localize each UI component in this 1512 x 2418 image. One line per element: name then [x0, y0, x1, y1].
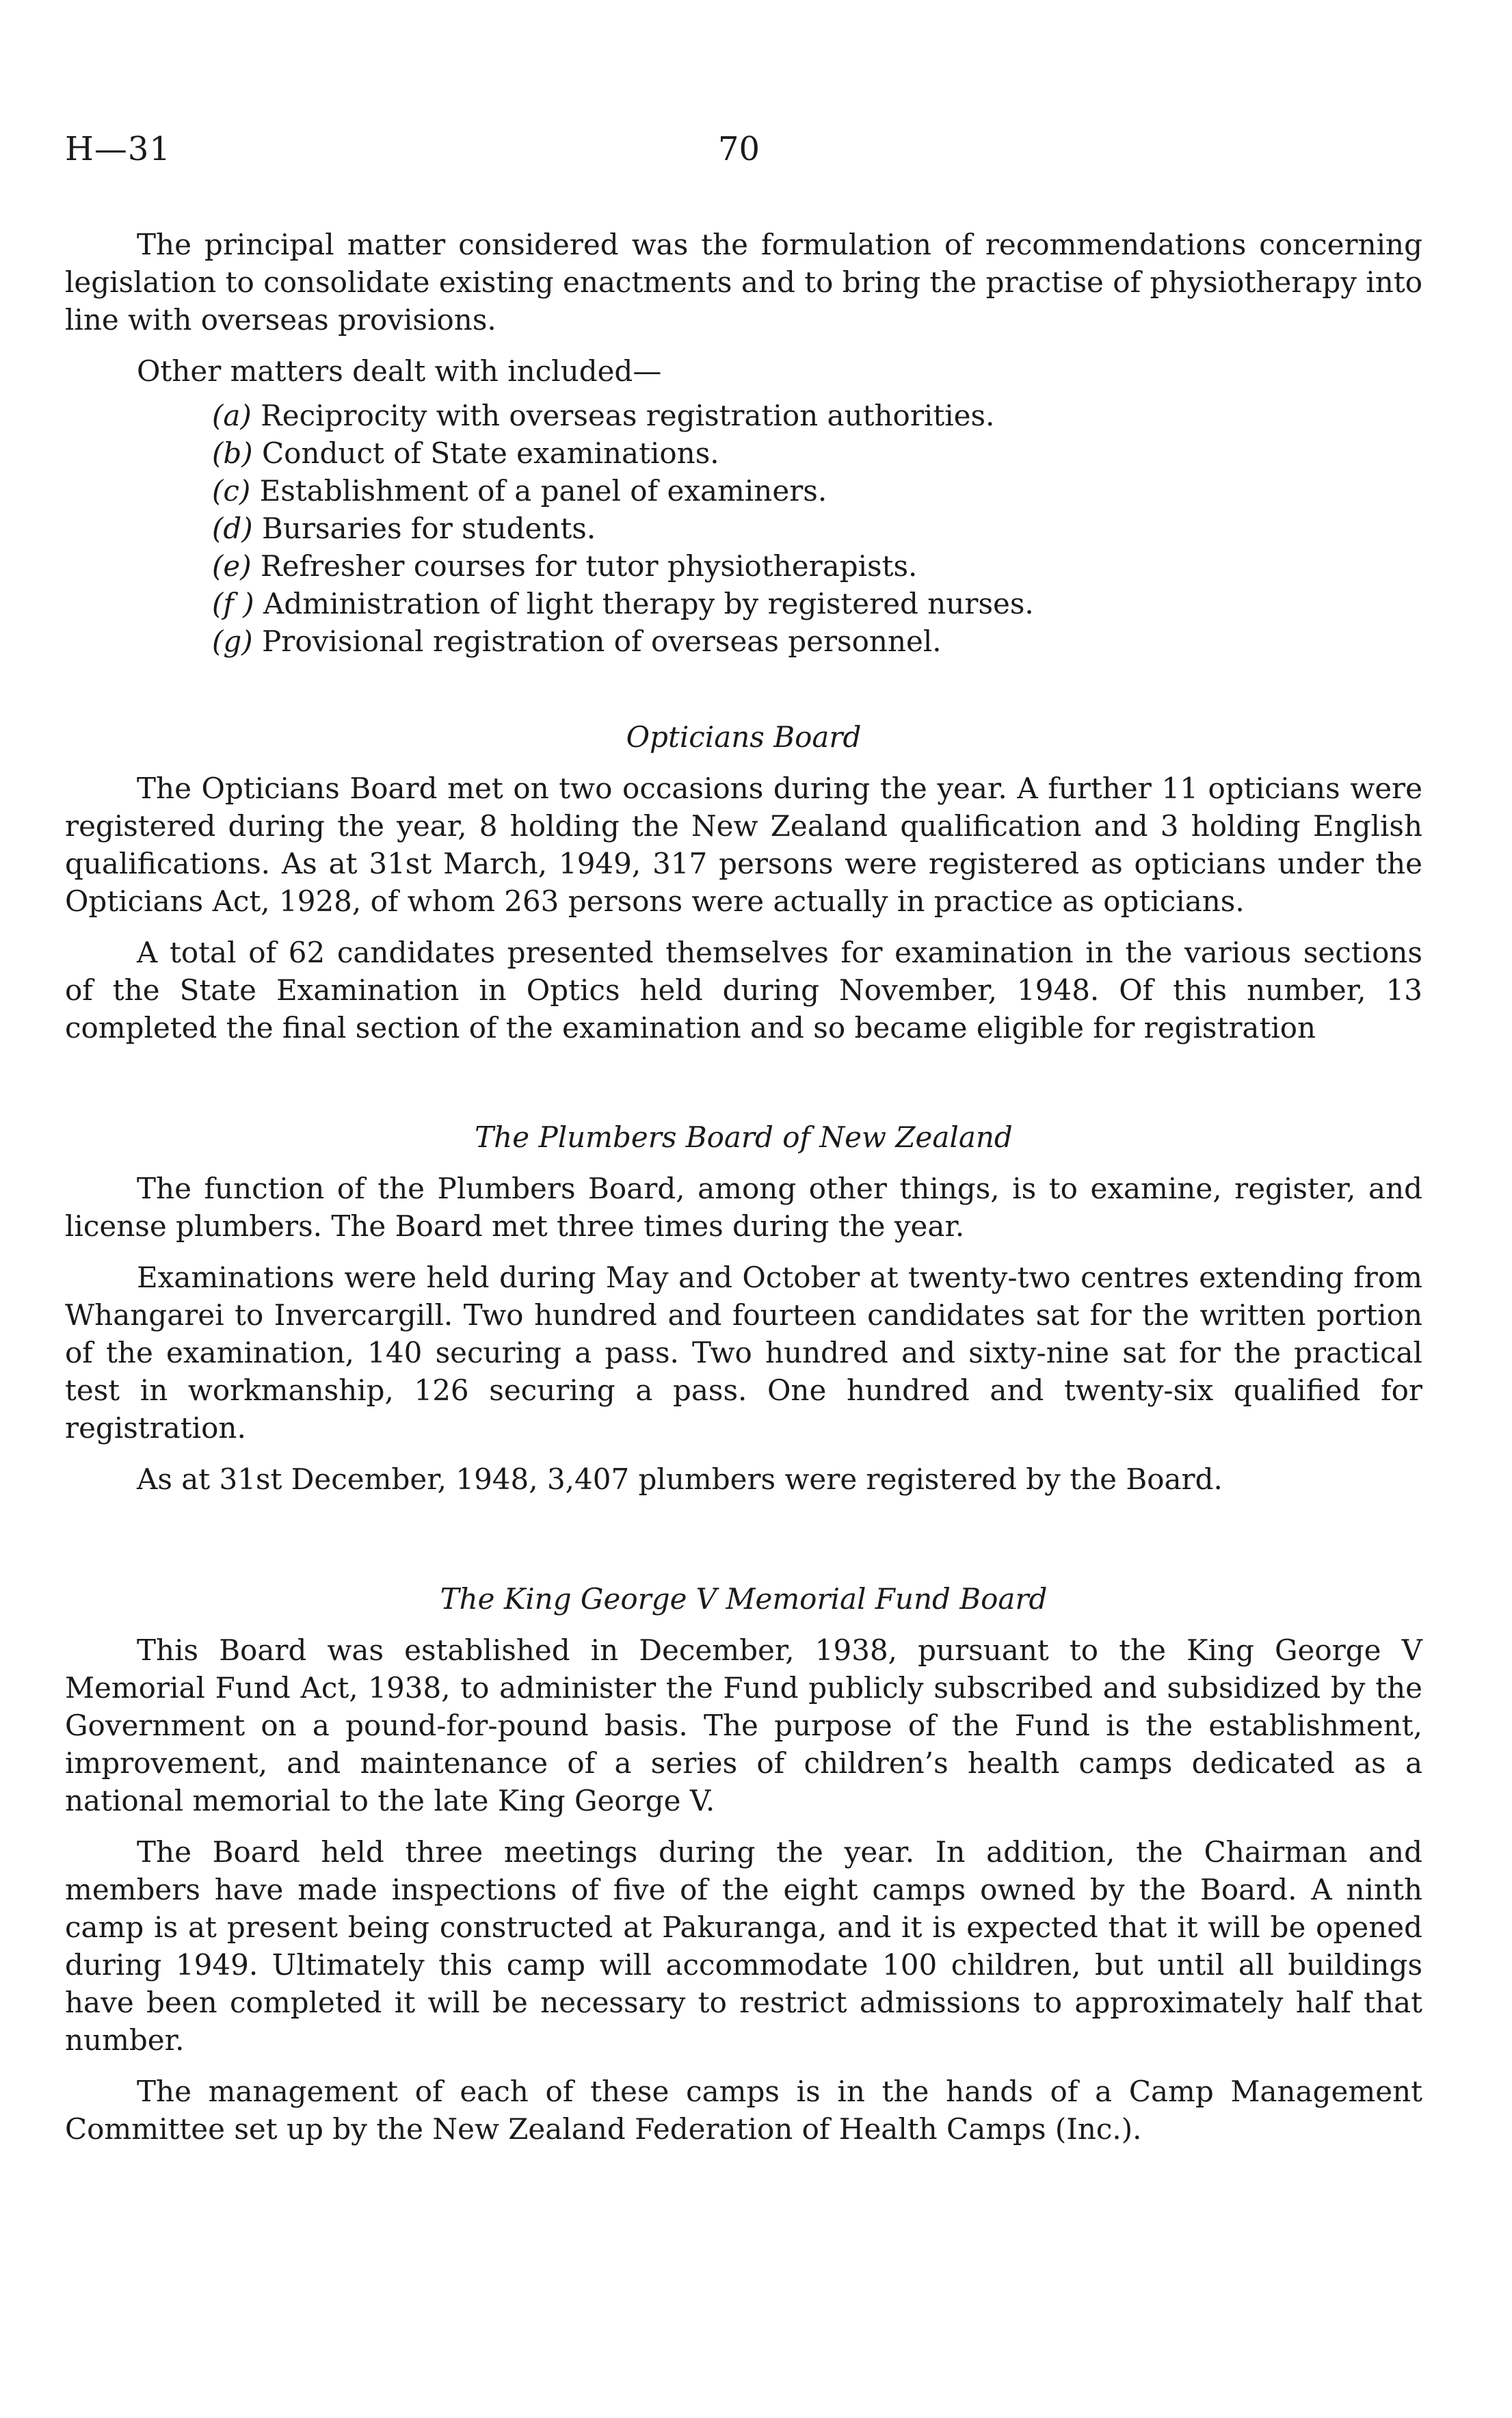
list-item [212, 472, 1422, 510]
list-item-text: Provisional registration of overseas personnel. [262, 625, 942, 658]
list-item-text: Bursaries for students. [262, 512, 596, 545]
list-item [212, 622, 1422, 660]
list-item-text: Establishment of a panel of examiners. [259, 474, 827, 508]
list-item-text: Refresher courses for tutor physiotherapists. [261, 549, 918, 583]
paragraph: The principal matter considered was the formulation of recommendations concerning legislation to consolidate existing enactments and to bring the practise of physiotherapy into line with overseas provisions. [65, 228, 1422, 337]
section-heading: The Plumbers Board of New Zealand [475, 1120, 1013, 1154]
list-marker: (a) [212, 399, 252, 432]
page-body [65, 226, 1422, 2161]
list-item-text: Administration of light therapy by registered nurses. [263, 587, 1034, 620]
document-reference: H—31 [65, 130, 171, 168]
section-heading: Opticians Board [626, 720, 862, 754]
matters-list [65, 397, 1422, 660]
page-header [65, 130, 1422, 178]
list-marker: (f ) [212, 587, 254, 620]
list-marker: (g) [212, 625, 253, 658]
paragraph: Other matters dealt with included— [137, 354, 662, 388]
list-item [212, 585, 1422, 622]
list-marker: (c) [212, 474, 251, 508]
list-item-text: Conduct of State examinations. [262, 436, 719, 470]
list-item [212, 510, 1422, 547]
paragraph: Examinations were held during May and October at twenty-two centres extending from Whangarei to Invercargill. Two hundred and fourteen candidates sat for the written portion of the examination, 140 securing a pass. Two hundred and sixty-nine sat for the practical test in workmanship, 126 securing a pass. One hundred and twenty-six qualified for registration. [65, 1261, 1422, 1445]
paragraph: A total of 62 candidates presented themselves for examination in the various sections of the State Examination in Optics held during November, 1948. Of this number, 13 completed the final section of the examination and so became eligible for registration [65, 936, 1422, 1044]
paragraph: The Board held three meetings during the year. In addition, the Chairman and members have made inspections of five of the eight camps owned by the Board. A ninth camp is at present being constructed at Pakuranga, and it is expected that it will be opened during 1949. Ultimately this camp will accommodate 100 children, but until all buildings have been completed it will be necessary to restrict admissions to approximately half that number. [65, 1835, 1422, 2057]
list-item [212, 547, 1422, 585]
paragraph: As at 31st December, 1948, 3,407 plumbers were registered by the Board. [137, 1462, 1223, 1496]
list-item-text: Reciprocity with overseas registration authorities. [261, 399, 995, 432]
list-item [212, 397, 1422, 434]
paragraph: The function of the Plumbers Board, among other things, is to examine, register, and license plumbers. The Board met three times during the year. [65, 1172, 1422, 1243]
opticians-board-section [65, 718, 1422, 1047]
king-george-fund-section [65, 1580, 1422, 2148]
list-item [212, 434, 1422, 472]
paragraph: The management of each of these camps is in the hands of a Camp Management Committee set up by the New Zealand Federation of Health Camps (Inc.). [65, 2075, 1422, 2146]
plumbers-board-section [65, 1118, 1422, 1498]
paragraph: The Opticians Board met on two occasions during the year. A further 11 opticians were registered during the year, 8 holding the New Zealand qualification and 3 holding English qualifications. As at 31st March, 1949, 317 persons were registered as opticians under the Opticians Act, 1928, of whom 263 persons were actually in practice as opticians. [65, 772, 1422, 918]
paragraph: This Board was established in December, 1938, pursuant to the King George V Memorial Fund Act, 1938, to administer the Fund publicly subscribed and subsidized by the Government on a pound-for-pound basis. The purpose of the Fund is the establishment, improvement, and maintenance of a series of children’s health camps dedicated as a national memorial to the late King George V. [65, 1633, 1422, 1817]
page-number: 70 [718, 130, 760, 168]
list-marker: (e) [212, 549, 252, 583]
list-marker: (b) [212, 436, 253, 470]
section-heading: The King George V Memorial Fund Board [440, 1582, 1048, 1616]
physiotherapy-section [65, 226, 1422, 660]
list-marker: (d) [212, 512, 253, 545]
